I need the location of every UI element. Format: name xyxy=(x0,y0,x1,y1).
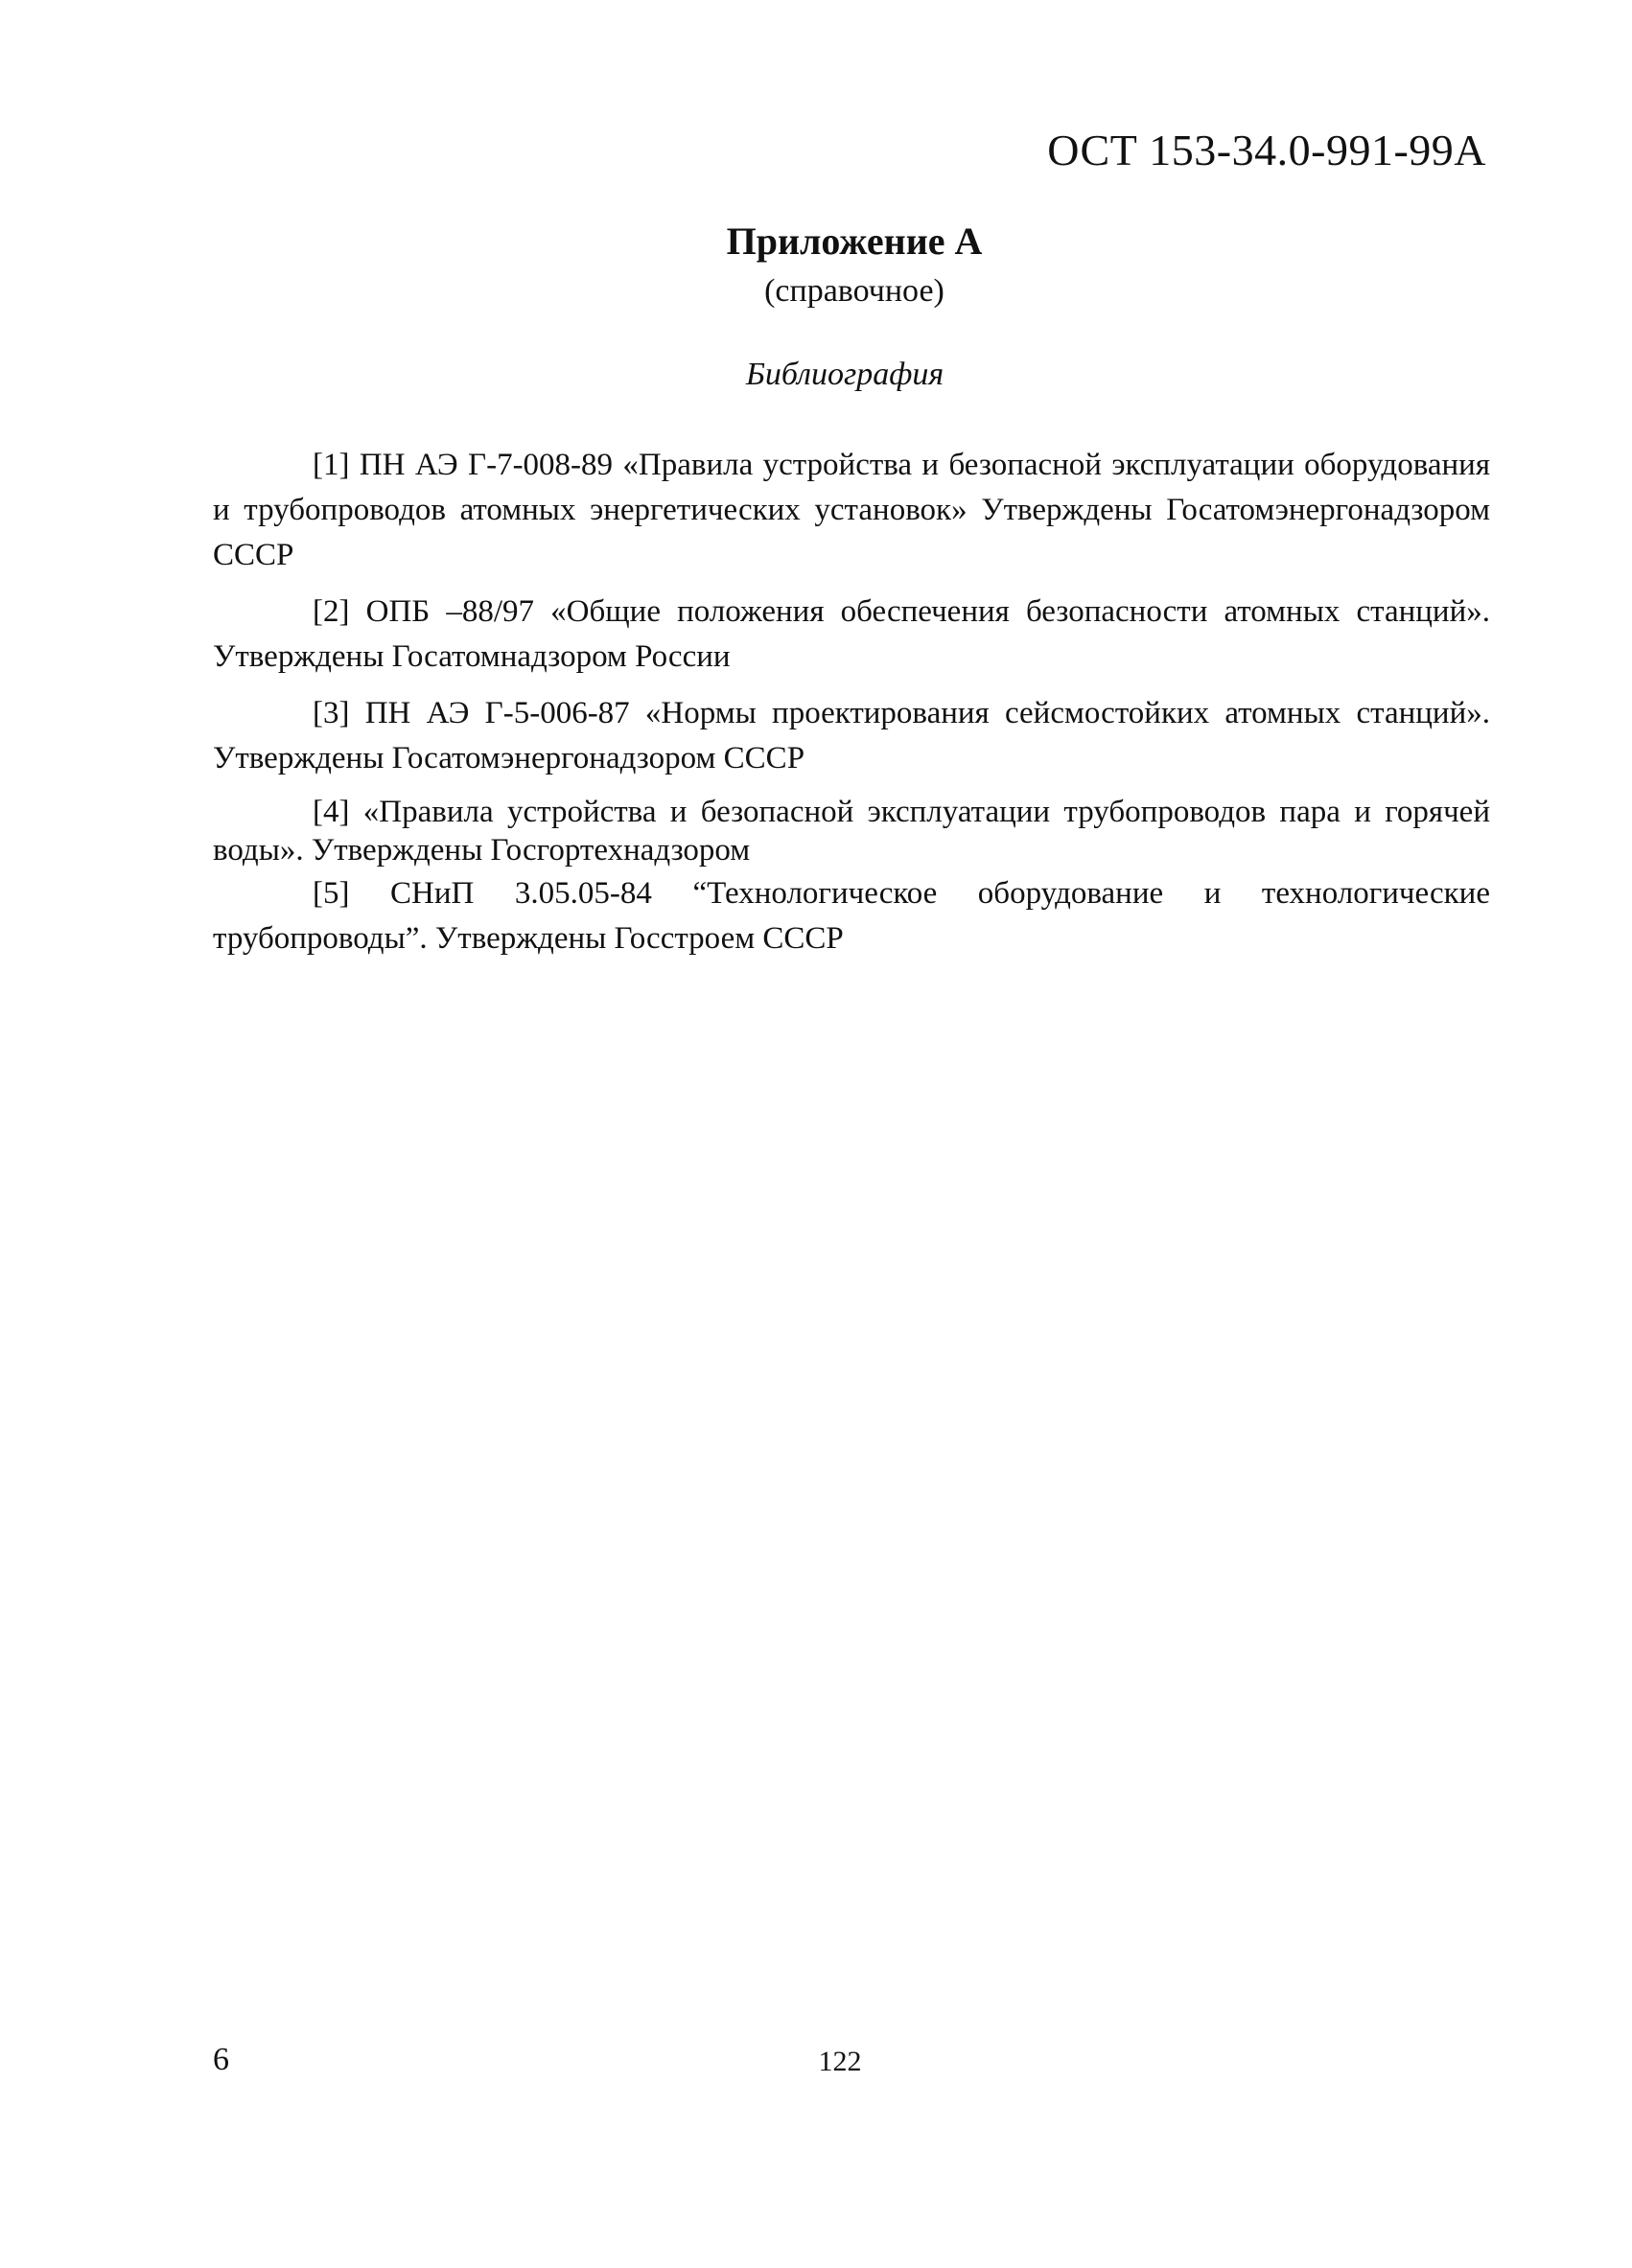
bibliography-entry-1: [1] ПН АЭ Г-7-008-89 «Правила устройства и безопасной эксплуатации оборудования и трубопроводов атомных энергетических установок» Утверждены Госатомэнергонадзором СССР xyxy=(213,448,1490,572)
appendix-title: Приложение А xyxy=(726,220,983,263)
bibliography-entry-5: [5] СНиП 3.05.05-84 “Технологическое оборудование и технологические трубопроводы”. Утверждены Госстроем СССР xyxy=(213,876,1490,956)
bibliography-entry-2: [2] ОПБ –88/97 «Общие положения обеспечения безопасности атомных станций». Утверждены Госатомнадзором России xyxy=(213,594,1490,674)
bibliography-heading: Библиография xyxy=(745,357,944,392)
bibliography-entry-3: [3] ПН АЭ Г-5-006-87 «Нормы проектирования сейсмостойких атомных станций». Утверждены Госатомэнергонадзором СССР xyxy=(213,696,1490,775)
bibliography-entry-4: [4] «Правила устройства и безопасной эксплуатации трубопроводов пара и горячей воды». Утверждены Госгортехнадзором xyxy=(213,795,1490,868)
document-code: ОСТ 153-34.0-991-99А xyxy=(1047,126,1486,174)
bibliography-list xyxy=(213,443,1490,973)
page-number-center: 122 xyxy=(818,2046,862,2077)
appendix-subtitle: (справочное) xyxy=(764,273,944,309)
page-number-left: 6 xyxy=(213,2042,229,2077)
